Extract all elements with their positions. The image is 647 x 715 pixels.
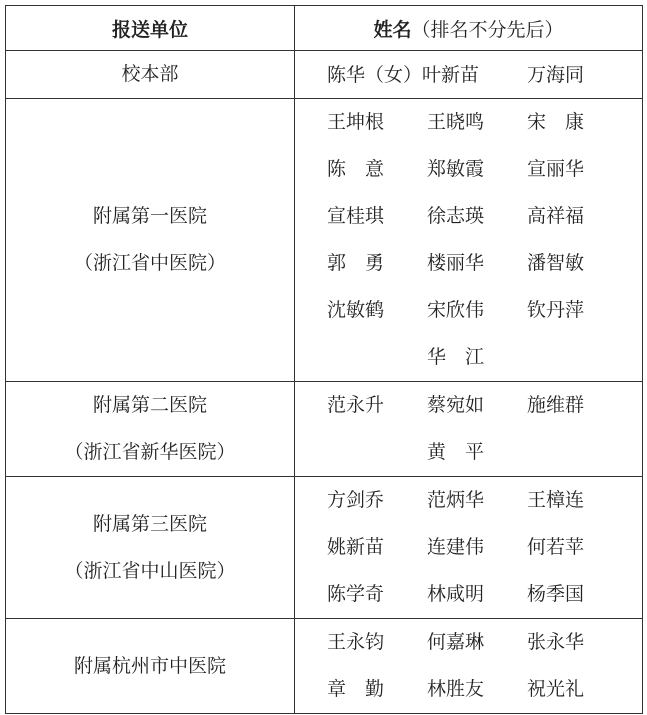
person-name: 林胜友 xyxy=(427,678,485,700)
person-name: 王樟连 xyxy=(527,489,585,511)
names-header-label: 姓名 xyxy=(373,18,412,41)
unit-header: 报送单位 xyxy=(6,6,295,51)
table-row xyxy=(6,619,643,714)
table-row xyxy=(6,477,643,619)
unit-line: （浙江省新华医院） xyxy=(64,441,236,463)
person-name: 王坤根 xyxy=(327,111,385,133)
person-name: 宣丽华 xyxy=(527,158,585,180)
unit-line: （浙江省中山医院） xyxy=(64,559,236,582)
unit-cell xyxy=(6,99,295,382)
roster-table xyxy=(5,5,643,714)
person-name: 施维群 xyxy=(527,394,585,416)
unit-cell xyxy=(6,51,295,99)
names-header-note: （排名不分先后） xyxy=(411,18,564,41)
unit-line: 校本部 xyxy=(121,63,179,85)
person-name: 章 勤 xyxy=(327,678,385,700)
person-name: 王晓鸣 xyxy=(427,111,485,133)
person-name: 钦丹萍 xyxy=(527,299,585,321)
unit-cell xyxy=(6,619,295,714)
person-name: 张永华 xyxy=(527,631,585,653)
person-name: 郭 勇 xyxy=(327,252,385,274)
unit-line: 附属杭州市中医院 xyxy=(73,654,226,677)
person-name: 万海同 xyxy=(527,63,585,86)
person-name: 宋 康 xyxy=(527,111,585,133)
unit-line: 附属第二医院 xyxy=(92,394,207,416)
unit-line: （浙江省中医院） xyxy=(73,252,226,274)
person-name: 宋欣伟 xyxy=(427,299,485,321)
person-name: 黄 平 xyxy=(427,441,485,463)
table-row xyxy=(6,99,643,382)
person-name: 高祥福 xyxy=(527,205,585,227)
person-name: 陈 意 xyxy=(327,158,385,180)
person-name: 楼丽华 xyxy=(427,252,485,274)
person-name: 华 江 xyxy=(427,346,485,368)
person-name: 林咸明 xyxy=(427,583,485,605)
names-cell xyxy=(295,51,643,99)
table-row xyxy=(6,51,643,99)
person-name: 连建伟 xyxy=(427,536,485,558)
unit-line: 附属第一医院 xyxy=(92,205,207,227)
person-name xyxy=(527,429,627,476)
person-name: 何嘉琳 xyxy=(427,631,485,653)
person-name: 范炳华 xyxy=(427,489,485,511)
person-name: 沈敏鹤 xyxy=(327,299,385,321)
person-name: 王永钧 xyxy=(327,631,385,653)
person-name: 郑敏霞 xyxy=(427,158,485,180)
names-cell xyxy=(295,382,643,477)
header-row xyxy=(6,6,643,51)
person-name: 潘智敏 xyxy=(527,252,585,274)
person-name: 陈学奇 xyxy=(327,583,385,605)
person-name: 祝光礼 xyxy=(527,678,585,700)
person-name: 宣桂琪 xyxy=(327,205,385,227)
person-name: 杨季国 xyxy=(527,583,585,605)
unit-line: 附属第三医院 xyxy=(92,512,207,535)
person-name: 何若苹 xyxy=(527,536,585,558)
person-name: 方剑乔 xyxy=(327,489,385,511)
person-name xyxy=(327,334,427,381)
unit-cell xyxy=(6,382,295,477)
names-header xyxy=(295,6,643,51)
person-name: 姚新苗 xyxy=(327,536,385,558)
person-name xyxy=(327,429,427,476)
person-name: 蔡宛如 xyxy=(427,394,485,416)
unit-cell xyxy=(6,477,295,619)
person-name: 徐志瑛 xyxy=(427,205,485,227)
table-row xyxy=(6,382,643,477)
names-cell xyxy=(295,619,643,714)
names-cell xyxy=(295,477,643,619)
person-name xyxy=(527,334,627,381)
names-cell xyxy=(295,99,643,382)
person-name: 陈华（女）叶新苗 xyxy=(327,63,480,86)
person-name: 范永升 xyxy=(327,394,385,416)
